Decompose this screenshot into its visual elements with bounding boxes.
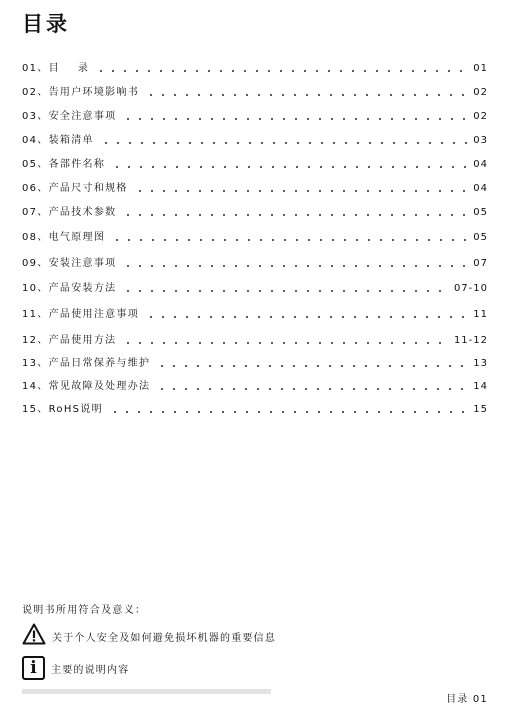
toc-item [22,80,488,98]
symbol-info-text: 主要的说明内容 [51,664,130,676]
toc-dot-leader [109,411,467,413]
toc-dot-leader [145,94,467,96]
toc-item-page: 03 [473,135,488,146]
toc-item [22,225,488,243]
toc-item-page: 07-10 [453,283,488,294]
toc-item [22,328,488,346]
toc-item-page: 01 [473,63,488,74]
toc-item-page: 04 [473,159,488,170]
toc-item [22,302,488,320]
symbol-info-row [22,656,129,680]
toc-item-label: 04、装箱清单 [22,135,94,146]
toc-dot-leader [156,388,467,390]
symbols-heading: 说明书所用符合及意义： [22,605,147,616]
toc-dot-leader [111,239,467,241]
toc-dot-leader [122,342,448,344]
toc-item [22,200,488,218]
toc-dot-leader [122,265,467,267]
symbol-warning-text: 关于个人安全及如何避免损坏机器的重要信息 [52,632,276,644]
toc-item-label: 12、产品使用方法 [22,335,117,346]
toc-item [22,152,488,170]
toc-item-page: 13 [473,358,488,369]
toc-item-label: 11、产品使用注意事项 [22,309,140,320]
toc-item-label: 14、常见故障及处理办法 [22,381,151,392]
toc-item-label: 10、产品安装方法 [22,283,117,294]
toc-item-page: 14 [473,381,488,392]
info-icon: i [22,656,45,680]
toc-item-label: 13、产品日常保养与维护 [22,358,151,369]
toc-dot-leader [122,214,467,216]
toc-item-page: 15 [473,404,488,415]
toc-item-label: 03、安全注意事项 [22,111,117,122]
toc-item-label: 01、目 录 [22,63,90,74]
toc-item [22,251,488,269]
toc-item-page: 11-12 [453,335,488,346]
toc-item [22,176,488,194]
toc-item-label: 15、RoHS说明 [22,404,103,415]
toc-item-label: 06、产品尺寸和规格 [22,183,128,194]
toc-item-label: 02、告用户环境影响书 [22,87,140,98]
toc-item [22,397,488,415]
toc-item-page: 02 [473,111,488,122]
warning-triangle-icon [22,623,46,649]
toc-item-page: 04 [473,183,488,194]
footer-divider-bar [22,689,271,694]
toc-item-page: 05 [473,232,488,243]
toc-item [22,374,488,392]
toc-item-page: 05 [473,207,488,218]
toc-item-page: 02 [473,87,488,98]
toc-dot-leader [134,190,468,192]
toc-dot-leader [122,118,467,120]
toc-dot-leader [95,70,467,72]
toc-item [22,128,488,146]
toc-dot-leader [111,166,467,168]
toc-item-label: 07、产品技术参数 [22,207,117,218]
toc-item-label: 08、电气原理图 [22,232,106,243]
toc-item [22,56,488,74]
page-title: 目录 [22,12,70,36]
toc-item-page: 11 [473,309,488,320]
toc-item-label: 09、安装注意事项 [22,258,117,269]
toc-item-page: 07 [473,258,488,269]
toc-dot-leader [122,290,448,292]
toc-item-label: 05、各部件名称 [22,159,106,170]
toc-dot-leader [156,365,467,367]
toc-dot-leader [145,316,467,318]
toc-item [22,104,488,122]
footer-page-label: 目录 01 [446,694,488,705]
toc-item [22,276,488,294]
symbol-warning-row [22,623,276,649]
toc-dot-leader [100,142,467,144]
toc-item [22,351,488,369]
